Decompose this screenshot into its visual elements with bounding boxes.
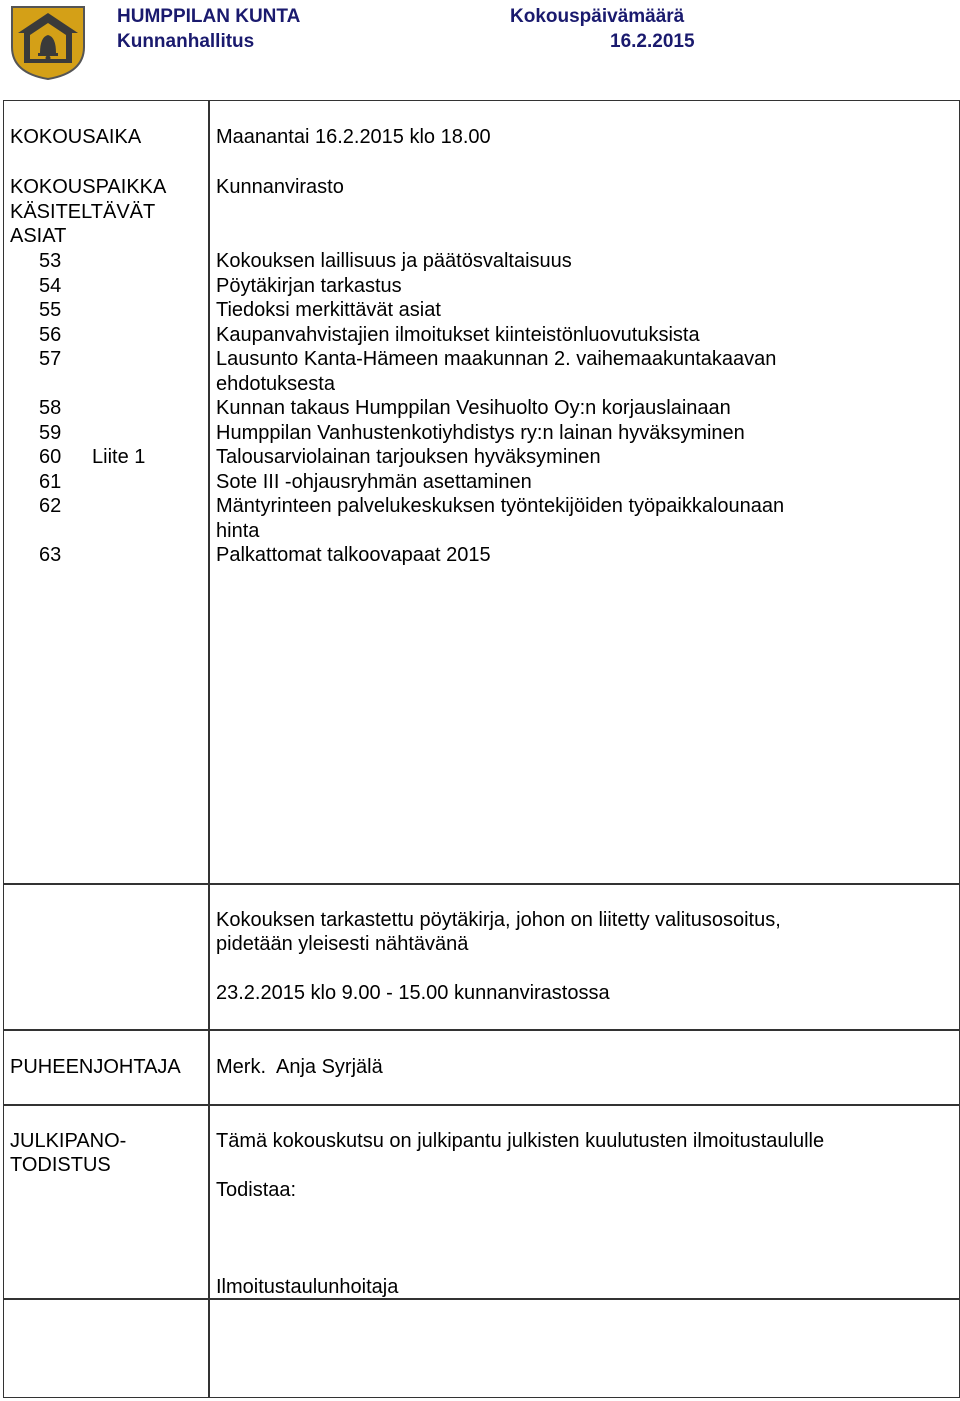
meeting-place-value: Kunnanvirasto [216,176,344,198]
meeting-time-label: KOKOUSAIKA [10,126,142,148]
agenda-item-number: 60 [39,446,62,468]
agenda-items-label: ASIAT [10,225,67,247]
agenda-items-label: KÄSITELTÄVÄT [10,201,156,223]
agenda-item-title: Talousarviolainan tarjouksen hyväksyminen [216,446,601,468]
agenda-item-number: 55 [39,299,62,321]
page-header [0,0,960,90]
agenda-table [3,100,960,1398]
meeting-date: 16.2.2015 [610,31,695,52]
agenda-item-title: Lausunto Kanta-Hämeen maakunnan 2. vaihemaakuntakaavan [216,348,777,370]
agenda-item-number: 58 [39,397,62,419]
agenda-item-title: ehdotuksesta [216,372,335,395]
minutes-display-time: 23.2.2015 klo 9.00 - 15.00 kunnanvirastossa [216,982,610,1004]
agenda-item-title: hinta [216,519,260,542]
agenda-item-number: 63 [39,544,62,566]
agenda-item-attachment: Liite 1 [92,446,146,468]
agenda-item-title: Sote III -ohjausryhmän asettaminen [216,470,532,493]
row-divider [4,1104,959,1106]
agenda-item-title: Kokouksen laillisuus ja päätösvaltaisuus [216,250,572,272]
chair-name: Merk. Anja Syrjälä [216,1056,383,1078]
minutes-notice-line: pidetään yleisesti nähtävänä [216,933,469,955]
org-body: Kunnanhallitus [117,31,255,52]
certificate-label: TODISTUS [10,1154,111,1176]
meeting-time-value: Maanantai 16.2.2015 klo 18.00 [216,126,491,148]
certificate-text: Tämä kokouskutsu on julkipantu julkisten kuulutusten ilmoitustaululle [216,1130,825,1152]
chair-label: PUHEENJOHTAJA [10,1056,181,1078]
agenda-item-title: Pöytäkirjan tarkastus [216,274,402,297]
agenda-item-title: Kunnan takaus Humppilan Vesihuolto Oy:n korjauslainaan [216,397,731,419]
org-name: HUMPPILAN KUNTA [117,6,301,27]
agenda-item-number: 61 [39,470,62,493]
agenda-item-title: Humppilan Vanhustenkotiyhdistys ry:n lainan hyväksyminen [216,421,745,444]
minutes-notice-line: Kokouksen tarkastettu pöytäkirja, johon on liitetty valitusosoitus, [216,909,781,931]
agenda-item-number: 62 [39,495,62,517]
agenda-item-number: 57 [39,348,62,370]
meeting-place-label: KOKOUSPAIKKA [10,176,167,198]
row-divider [4,883,959,885]
row-divider [4,1029,959,1031]
row-divider [4,1298,959,1300]
agenda-item-number: 59 [39,421,62,444]
agenda-item-title: Mäntyrinteen palvelukeskuksen työntekijöiden työpaikkalounaan [216,495,785,517]
agenda-item-title: Kaupanvahvistajien ilmoitukset kiinteistönluovutuksista [216,323,700,346]
meeting-date-label: Kokouspäivämäärä [510,6,685,27]
municipal-coat-of-arms [8,3,88,81]
column-divider [208,101,210,1397]
certificate-label: JULKIPANO- [10,1130,127,1152]
header-org-block [117,4,300,54]
agenda-item-number: 56 [39,323,62,346]
agenda-item-number: 54 [39,274,62,297]
header-date-block [510,4,695,54]
certificate-attest: Todistaa: [216,1179,297,1201]
agenda-item-title: Palkattomat talkoovapaat 2015 [216,544,491,566]
notice-board-keeper: Ilmoitustaulunhoitaja [216,1276,399,1298]
agenda-item-number: 53 [39,250,62,272]
agenda-item-title: Tiedoksi merkittävät asiat [216,299,441,321]
